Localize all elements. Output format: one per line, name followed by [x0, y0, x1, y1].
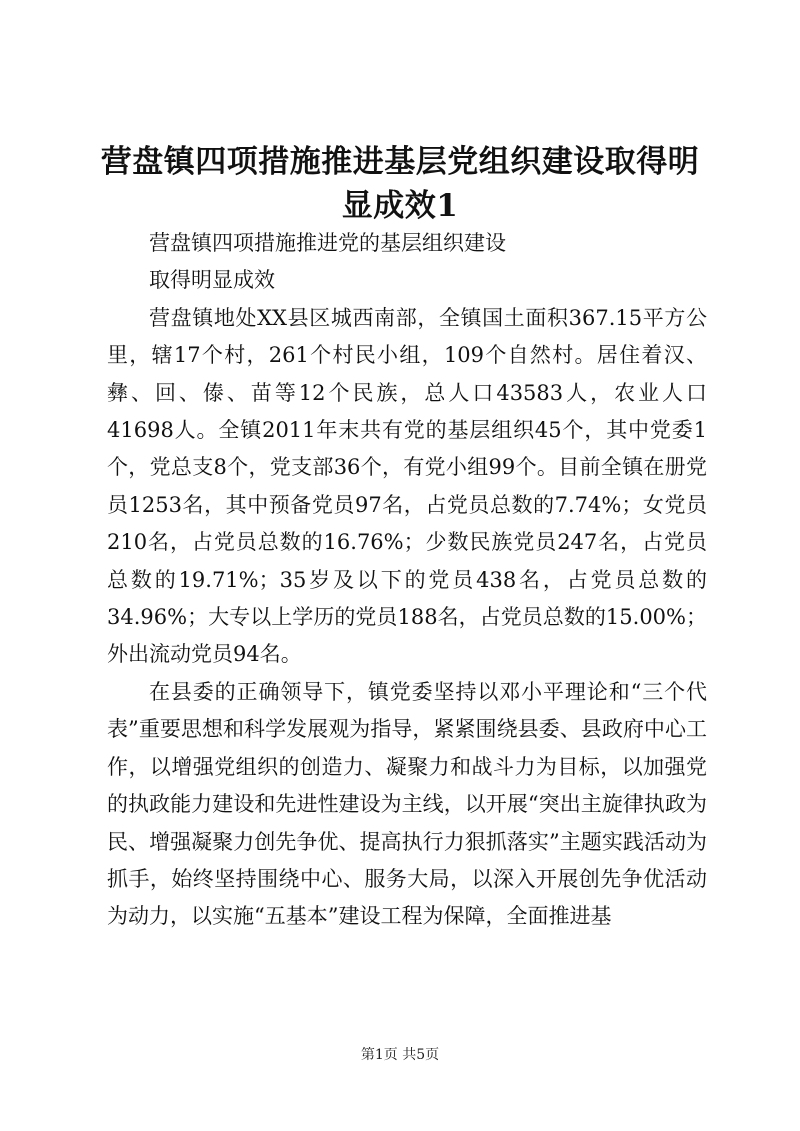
document-title: 营盘镇四项措施推进基层党组织建设取得明显成效1 — [100, 144, 700, 224]
subtitle-line-1: 营盘镇四项措施推进党的基层组织建设 — [149, 231, 506, 255]
paragraph-leadership: 在县委的正确领导下，镇党委坚持以邓小平理论和“三个代表”重要思想和科学发展观为指导，紧紧围绕县委、县政府中心工作，以增强党组织的创造力、凝聚力和战斗力为目标，以加强党的执政能力建设和先进性建设为主线，以开展“突出主旋律执政为民、增强凝聚力创先争优、提高执行力狠抓落实”主题实践活动为抓手，始终坚持围绕中心、服务大局，以深入开展创先争优活动为动力，以实施“五基本”建设工程为保障，全面推进基 — [107, 679, 707, 929]
page-number: 第1页 共5页 — [360, 1047, 440, 1063]
document-body — [107, 225, 707, 936]
subtitle-line-2: 取得明显成效 — [149, 268, 275, 293]
paragraph-overview: 营盘镇地处XX县区城西南部，全镇国土面积367.15平方公里，辖17个村，261个村民小组，109个自然村。居住着汉、彝、回、傣、苗等12个民族，总人口43583人，农业人口41698人。全镇2011年末共有党的基层组织45个，其中党委1个，党总支8个，党支部36个，有党小组99个。目前全镇在册党员1253名，其中预备党员97名，占党员总数的7.74%；女党员210名，占党员总数的16.76%；少数民族党员247名，占党员总数的19.71%；35岁及以下的党员438名，占党员总数的34.96%；大专以上学历的党员188名，占党员总数的15.00%；外出流动党员94名。 — [107, 305, 708, 667]
